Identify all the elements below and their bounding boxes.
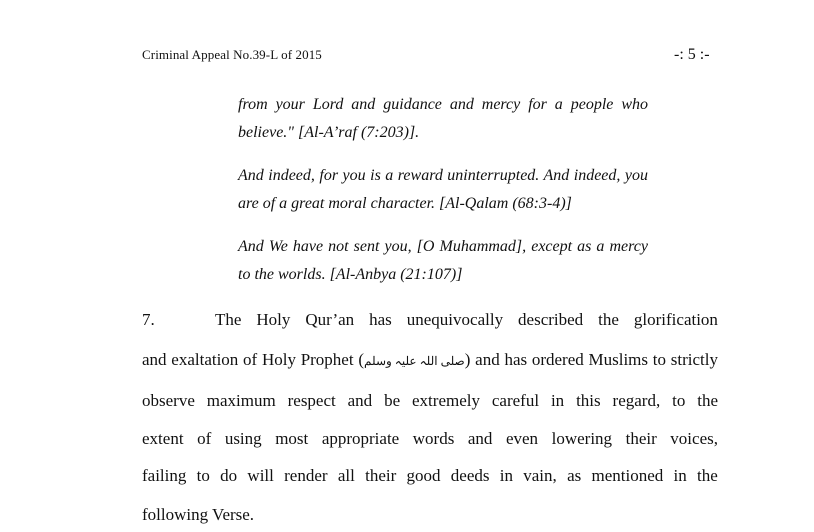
word: and [347,391,373,410]
word: the [598,310,619,329]
word: (صلی اللہ علیہ وسلم) [358,350,471,369]
word: extent [142,429,184,448]
word: and [467,429,493,448]
word: maximum [206,391,276,410]
word: most [275,429,309,448]
word: described [518,310,584,329]
word: words [412,429,455,448]
quote-verse-al-araf: from your Lord and guidance and mercy for a people who believe." [Al-A’raf (7:203)]. [238,96,648,141]
word: Muslims [588,350,649,369]
word: in [499,466,513,485]
word: careful [491,391,540,410]
paragraph-line-1 [215,310,718,330]
paragraph-number: 7. [142,310,155,329]
word: deeds [450,466,490,485]
word: even [505,429,539,448]
word: mentioned [591,466,664,485]
word: ordered [531,350,584,369]
word: to [672,391,686,410]
word: unequivocally [406,310,504,329]
word: all [337,466,355,485]
word: of [197,429,212,448]
quote-verse-al-qalam: And indeed, for you is a reward uninterrupted. And indeed, you are of a great moral character. [Al-Qalam (68:3-4)] [238,167,648,212]
word: strictly [670,350,718,369]
word: vain, [523,466,557,485]
word: observe [142,391,195,410]
paragraph-line-2-start [142,350,718,370]
word: the [697,466,718,485]
paragraph-line-3 [142,391,718,411]
word: Holy [261,350,296,369]
word: Prophet [300,350,354,369]
paragraph-line-5 [142,466,718,486]
word: render [284,466,328,485]
word: in [673,466,687,485]
word: exaltation [171,350,239,369]
word: has [504,350,528,369]
word: as [567,466,582,485]
word: regard, [612,391,661,410]
paragraph-line-6: following Verse. [142,505,255,524]
word: good [406,466,441,485]
word: appropriate [321,429,400,448]
word: and [142,350,167,369]
word: their [365,466,397,485]
quote-verse-al-anbya: And We have not sent you, [O Muhammad], except as a mercy to the worlds. [Al-Anbya (21:107)] [238,238,648,283]
word: their [625,429,657,448]
paragraph-line-2 [142,350,718,370]
page-number: -: 5 :- [674,46,710,63]
word: Holy [256,310,291,329]
word: do [220,466,238,485]
word: to [196,466,210,485]
word: and [475,350,500,369]
word: respect [287,391,336,410]
word: extremely [412,391,480,410]
word: glorification [633,310,718,329]
word: voices, [670,429,718,448]
honorific-calligraphy: صلی اللہ علیہ وسلم [363,353,465,368]
word: using [224,429,262,448]
word: to [652,350,666,369]
word: The [215,310,242,329]
word: will [247,466,274,485]
word: the [697,391,718,410]
paragraph-line-4 [142,429,718,449]
word: be [384,391,401,410]
word: failing [142,466,187,485]
word: of [243,350,258,369]
case-title: Criminal Appeal No.39-L of 2015 [142,47,322,62]
word: lowering [551,429,613,448]
word: Qur’an [305,310,355,329]
word: has [369,310,392,329]
word: this [576,391,601,410]
word: in [550,391,565,410]
